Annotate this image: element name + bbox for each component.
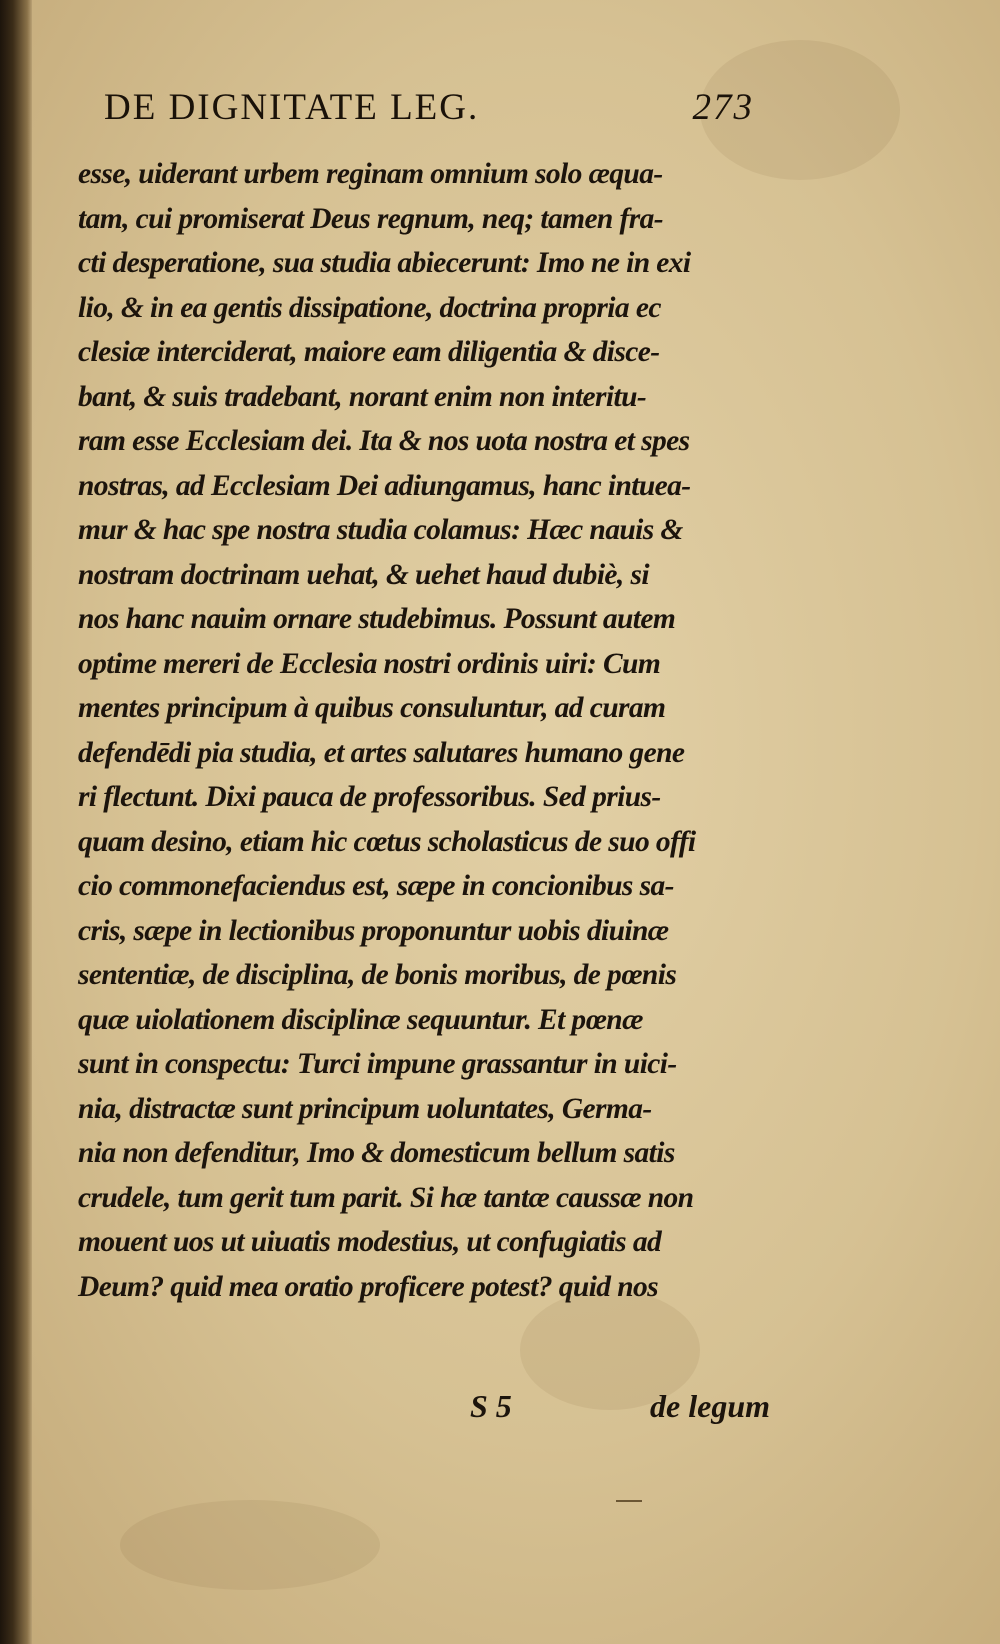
signature-mark: S 5 (470, 1388, 512, 1424)
page-footer (470, 1388, 770, 1434)
text-line: ram esse Ecclesiam dei. Ita & nos uota nostra et spes (78, 425, 690, 457)
ink-mark (616, 1500, 642, 1502)
text-line: cio commonefaciendus est, sæpe in concionibus sa- (78, 870, 674, 902)
text-line: sunt in conspectu: Turci impune grassantur in uici- (78, 1048, 677, 1080)
text-line: cris, sæpe in lectionibus proponuntur uobis diuinæ (78, 914, 669, 947)
text-line: ri flectunt. Dixi pauca de professoribus. Sed prius- (78, 781, 661, 813)
text-line: sententiæ, de disciplina, de bonis moribus, de pœnis (78, 959, 677, 991)
text-line: defendēdi pia studia, et artes salutares humano gene (78, 736, 685, 769)
text-line: nos hanc nauim ornare studebimus. Possunt autem (78, 603, 676, 635)
text-line: mur & hac spe nostra studia colamus: Hæc nauis & (78, 514, 683, 546)
text-line: quæ uiolationem disciplinæ sequuntur. Et pœnæ (78, 1003, 643, 1036)
text-line: clesiæ interciderat, maiore eam diligentia & disce- (78, 336, 660, 368)
text-line: Deum? quid mea oratio proficere potest? quid nos (78, 1270, 659, 1303)
book-binding-edge (0, 0, 32, 1644)
text-line: esse, uiderant urbem reginam omnium solo æqua- (78, 158, 663, 190)
text-line: mouent uos ut uiuatis modestius, ut confugiatis ad (78, 1226, 662, 1258)
text-line: optime mereri de Ecclesia nostri ordinis uiri: Cum (78, 647, 661, 680)
text-line: bant, & suis tradebant, norant enim non interitu- (78, 380, 647, 413)
text-line: lio, & in ea gentis dissipatione, doctrina propria ec (78, 291, 661, 324)
running-header (104, 86, 754, 136)
paper-stain (120, 1500, 380, 1590)
text-line: quam desino, etiam hic cœtus scholasticus de suo offi (78, 825, 696, 858)
text-line: tam, cui promiserat Deus regnum, neq; tamen fra- (78, 202, 663, 235)
catchword: de legum (650, 1388, 770, 1424)
text-line: nia non defenditur, Imo & domesticum bellum satis (78, 1137, 675, 1169)
text-line: nostras, ad Ecclesiam Dei adiungamus, hanc intuea- (78, 469, 691, 502)
text-line: mentes principum à quibus consuluntur, ad curam (78, 692, 666, 724)
text-line: crudele, tum gerit tum parit. Si hæ tantæ caussæ non (78, 1181, 694, 1214)
body-text (78, 152, 768, 1309)
text-line: nia, distractæ sunt principum uoluntates, Germa- (78, 1092, 652, 1125)
text-line: cti desperatione, sua studia abiecerunt: Imo ne in exi (78, 247, 691, 279)
text-line: nostram doctrinam uehat, & uehet haud dubiè, si (78, 558, 649, 591)
page-number: 273 (692, 87, 754, 128)
running-title: DE DIGNITATE LEG. (104, 87, 480, 128)
